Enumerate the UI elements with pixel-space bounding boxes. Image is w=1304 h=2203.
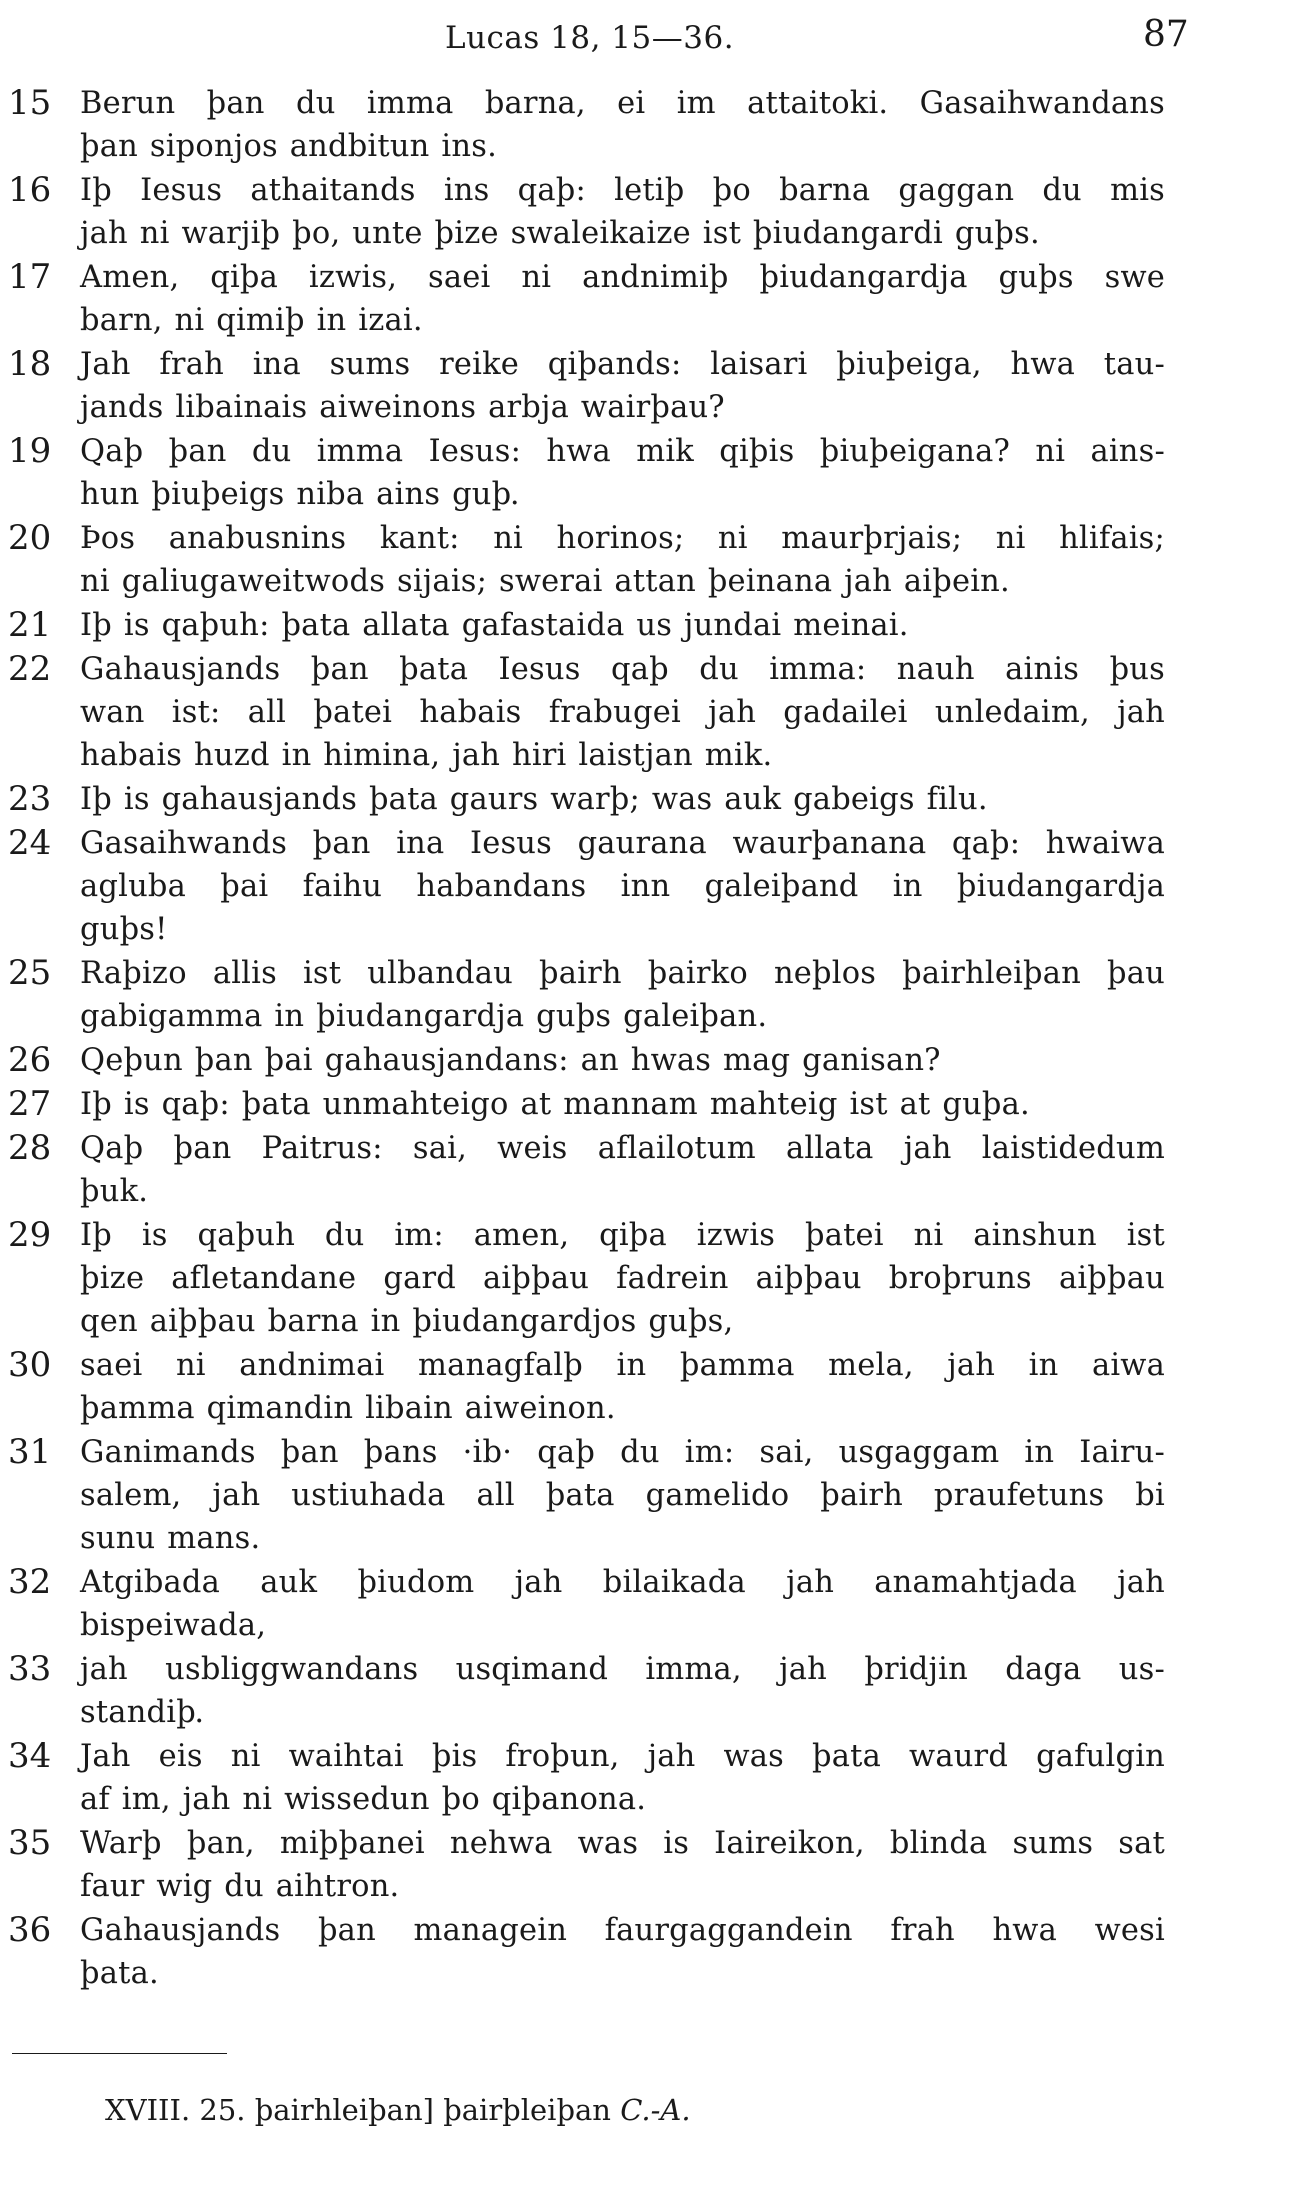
verse-line: þata. (80, 1956, 159, 1991)
verse-line: ni galiugaweitwods sijais; swerai attan þeinana jah aiþein. (80, 564, 1010, 599)
verse-line: Jah eis ni waihtai þis froþun, jah was þata waurd gafulgin (80, 1739, 1165, 1774)
verse-number: 15 (8, 83, 52, 123)
verse-number: 25 (8, 953, 52, 993)
verse-line: þuk. (80, 1174, 149, 1209)
verse-number: 23 (8, 779, 52, 819)
verse-line: Qeþun þan þai gahausjandans: an hwas mag ganisan? (80, 1043, 941, 1078)
verse-line: Warþ þan, miþþanei nehwa was is Iaireikon, blinda sums sat (80, 1826, 1165, 1861)
verse-number: 27 (8, 1084, 52, 1124)
verse-line: sunu mans. (80, 1521, 261, 1556)
verse-line: Iþ is qaþuh: þata allata gafastaida us jundai meinai. (80, 608, 909, 643)
verse-number: 29 (8, 1215, 52, 1255)
verse-line: Atgibada auk þiudom jah bilaikada jah anamahtjada jah (80, 1565, 1165, 1600)
verse-number: 22 (8, 649, 52, 689)
verse-line: Iþ Iesus athaitands ins qaþ: letiþ þo barna gaggan du mis (80, 173, 1165, 208)
verse-line: hun þiuþeigs niba ains guþ. (80, 477, 520, 512)
verse-number: 17 (8, 257, 52, 297)
verse (0, 1039, 1304, 1082)
verse (0, 343, 1304, 429)
verse-number: 21 (8, 605, 52, 645)
verse-line: af im, jah ni wissedun þo qiþanona. (80, 1782, 647, 1817)
verse (0, 430, 1304, 516)
verse-line: Jah frah ina sums reike qiþands: laisari þiuþeiga, hwa tau- (80, 347, 1165, 382)
verse-number: 34 (8, 1736, 52, 1776)
verse (0, 1909, 1304, 1995)
verse-line: Gasaihwands þan ina Iesus gaurana waurþanana qaþ: hwaiwa (80, 826, 1165, 861)
verse-number: 28 (8, 1128, 52, 1168)
verse-line: Gahausjands þan managein faurgaggandein frah hwa wesi (80, 1913, 1165, 1948)
verse-line: Berun þan du imma barna, ei im attaitoki. Gasaihwandans (80, 86, 1165, 121)
verse (0, 169, 1304, 255)
verse (0, 648, 1304, 777)
verse (0, 82, 1304, 168)
verse-line: Iþ is qaþuh du im: amen, qiþa izwis þatei ni ainshun ist (80, 1218, 1165, 1253)
verse-line: saei ni andnimai managfalþ in þamma mela, jah in aiwa (80, 1348, 1165, 1383)
verse (0, 1344, 1304, 1430)
verse-number: 16 (8, 170, 52, 210)
verse (0, 1561, 1304, 1647)
verse (0, 1083, 1304, 1126)
verse-line: þamma qimandin libain aiweinon. (80, 1391, 616, 1426)
verse-line: guþs! (80, 912, 168, 947)
verse-line: Iþ is gahausjands þata gaurs warþ; was auk gabeigs filu. (80, 782, 988, 817)
footnote-rule (12, 2053, 227, 2054)
verse-line: jah usbliggwandans usqimand imma, jah þridjin daga us- (80, 1652, 1165, 1687)
verse-number: 24 (8, 823, 52, 863)
verse-list (0, 82, 1304, 1996)
verse (0, 1431, 1304, 1560)
verse-number: 26 (8, 1040, 52, 1080)
verse-line: faur wig du aihtron. (80, 1869, 400, 1904)
verse-line: þize afletandane gard aiþþau fadrein aiþþau broþruns aiþþau (80, 1261, 1165, 1296)
verse (0, 517, 1304, 603)
verse-line: Qaþ þan Paitrus: sai, weis aflailotum allata jah laistidedum (80, 1131, 1165, 1166)
footnote-ref: XVIII. 25. (105, 2093, 246, 2127)
footnote-lemma: þairhleiþan] (254, 2093, 434, 2127)
verse (0, 1822, 1304, 1908)
running-head (0, 14, 1304, 58)
verse-line: jands libainais aiweinons arbja wairþau? (80, 390, 725, 425)
verse-line: Gahausjands þan þata Iesus qaþ du imma: nauh ainis þus (80, 652, 1165, 687)
page-title: Lucas 18, 15—36. (445, 20, 735, 56)
verse-line: Qaþ þan du imma Iesus: hwa mik qiþis þiuþeigana? ni ains- (80, 434, 1165, 469)
verse (0, 604, 1304, 647)
verse-line: agluba þai faihu habandans inn galeiþand in þiudangardja (80, 869, 1165, 904)
verse (0, 778, 1304, 821)
verse-line: þan siponjos andbitun ins. (80, 129, 497, 164)
verse (0, 822, 1304, 951)
verse-number: 35 (8, 1823, 52, 1863)
verse-line: Amen, qiþa izwis, saei ni andnimiþ þiudangardja guþs swe (80, 260, 1165, 295)
footnote-variant: þairþleiþan (443, 2093, 611, 2127)
verse-line: bispeiwada, (80, 1608, 267, 1643)
verse-line: gabigamma in þiudangardja guþs galeiþan. (80, 999, 768, 1034)
verse-line: Iþ is qaþ: þata unmahteigo at mannam mahteig ist at guþa. (80, 1087, 1030, 1122)
verse-number: 36 (8, 1910, 52, 1950)
verse-line: Raþizo allis ist ulbandau þairh þairko neþlos þairhleiþan þau (80, 956, 1165, 991)
verse-line: barn, ni qimiþ in izai. (80, 303, 423, 338)
verse-line: jah ni warjiþ þo, unte þize swaleikaize ist þiudangardi guþs. (80, 216, 1040, 251)
verse-line: wan ist: all þatei habais frabugei jah gadailei unledaim, jah (80, 695, 1165, 730)
verse (0, 952, 1304, 1038)
verse-number: 19 (8, 431, 52, 471)
verse-number: 32 (8, 1562, 52, 1602)
verse-line: qen aiþþau barna in þiudangardjos guþs, (80, 1304, 734, 1339)
verse (0, 256, 1304, 342)
verse-number: 20 (8, 518, 52, 558)
footnote-siglum: C.-A. (620, 2093, 691, 2127)
verse-line: habais huzd in himina, jah hiri laistjan mik. (80, 738, 773, 773)
verse (0, 1735, 1304, 1821)
verse-number: 33 (8, 1649, 52, 1689)
footnote (105, 2090, 691, 2130)
verse-number: 30 (8, 1345, 52, 1385)
verse-number: 31 (8, 1432, 52, 1472)
verse-line: Ganimands þan þans ·ib· qaþ du im: sai, usgaggam in Iairu- (80, 1435, 1165, 1470)
verse-line: salem, jah ustiuhada all þata gamelido þairh praufetuns bi (80, 1478, 1165, 1513)
verse (0, 1214, 1304, 1343)
verse-line: standiþ. (80, 1695, 205, 1730)
verse (0, 1127, 1304, 1213)
verse-number: 18 (8, 344, 52, 384)
page-number: 87 (1143, 14, 1189, 55)
verse (0, 1648, 1304, 1734)
verse-line: Þos anabusnins kant: ni horinos; ni maurþrjais; ni hlifais; (80, 521, 1165, 556)
